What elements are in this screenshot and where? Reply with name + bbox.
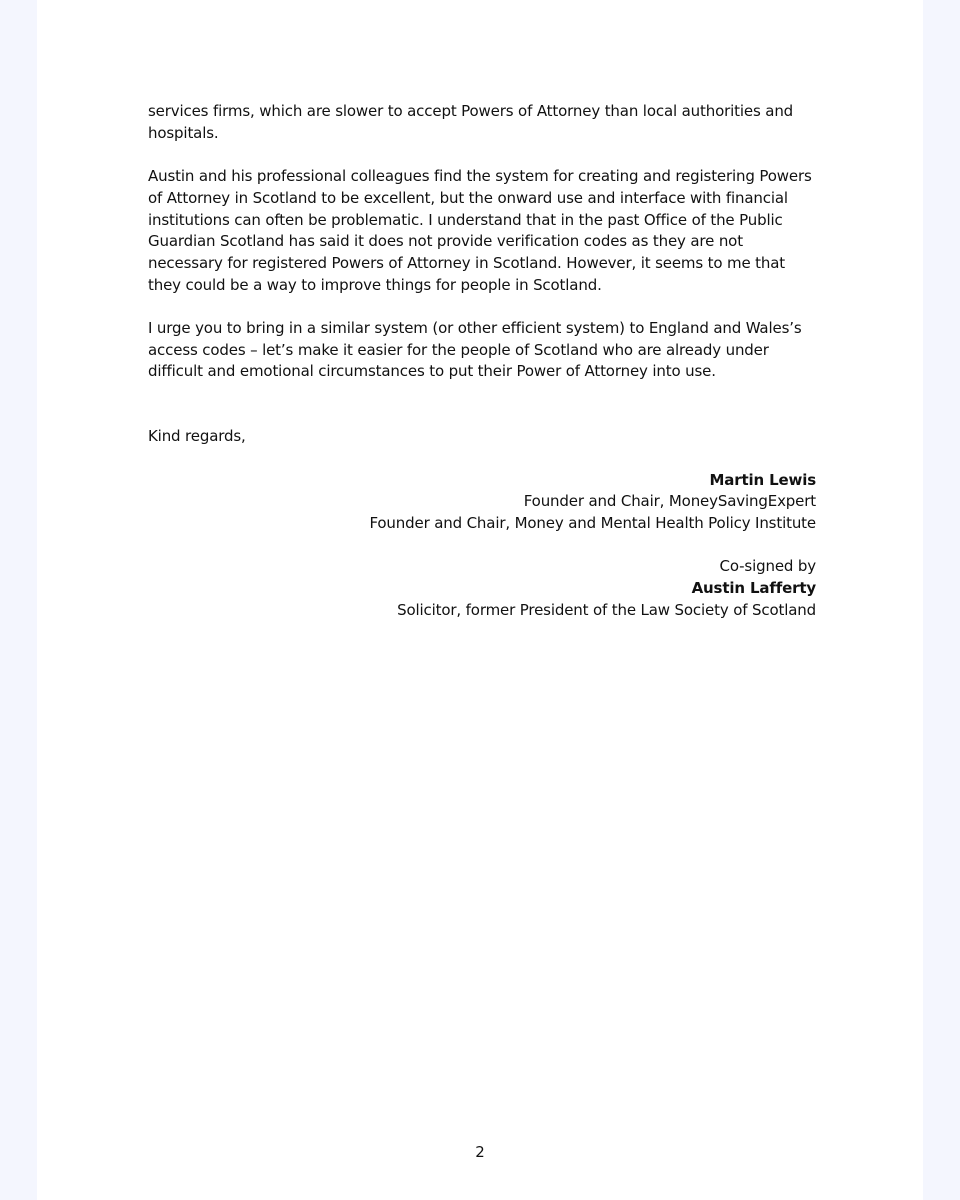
closing-line: Kind regards, [148,427,246,446]
letter-body [148,101,816,621]
signatory-title-2: Founder and Chair, Money and Mental Health Policy Institute [369,513,816,532]
signatory-name: Martin Lewis [709,470,816,489]
cosigner-name: Austin Lafferty [691,579,816,597]
paragraph-3: I urge you to bring in a similar system (or other efficient system) to England and Wales’s access codes – let’s make it easier for the people of Scotland who are already under difficult and emotional circumstances to put their Power of Attorney into use. [148,319,802,381]
paragraph-2: Austin and his professional colleagues find the system for creating and registering Powers of Attorney in Scotland to be excellent, but the onward use and interface with financial institutions can often be problematic. I understand that in the past Office of the Public Guardian Scotland has said it does not provide verification codes as they are not necessary for registered Powers of Attorney in Scotland. However, it seems to me that they could be a way to improve things for people in Scotland. [148,167,812,294]
cosigned-label: Co-signed by [719,557,816,576]
page-number: 2 [475,1143,485,1161]
paragraph-1: services firms, which are slower to accept Powers of Attorney than local authorities and hospitals. [148,102,794,142]
signature-block [148,470,816,622]
signature-spacer [148,535,816,557]
signatory-title-1: Founder and Chair, MoneySavingExpert [523,492,816,511]
cosigner-title: Solicitor, former President of the Law Society of Scotland [397,600,816,619]
document-page [37,0,923,1200]
